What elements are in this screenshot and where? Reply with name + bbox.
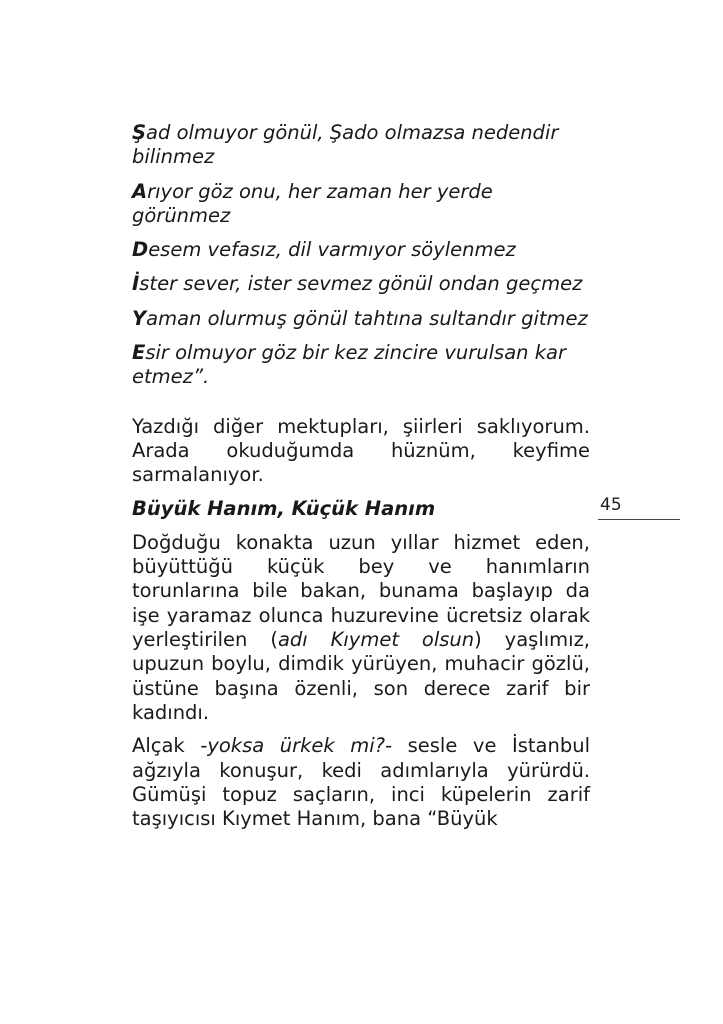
poem-initial: Ş [132, 121, 147, 144]
acrostic-poem [132, 121, 590, 390]
poem-line-text: ad olmuyor gönül, Şado olmazsa nedendir bilinmez [132, 121, 559, 169]
poem-line [132, 272, 590, 296]
paragraph-italic-text: adı Kıymet olsun [277, 628, 475, 652]
poem-line-text: esem vefasız, dil varmıyor söylenmez [148, 238, 516, 262]
page-number-rule [598, 519, 680, 520]
poem-initial: D [132, 238, 149, 262]
poem-line [132, 341, 590, 390]
poem-line [132, 307, 590, 331]
paragraph-kiymet-description [132, 734, 590, 831]
poem-line [132, 238, 590, 262]
poem-line-text: rıyor göz onu, her zaman her yerde görünmez [132, 179, 493, 227]
paragraph-kiymet-intro [132, 531, 590, 725]
paragraph-italic-text: -yoksa ürkek mi?- [200, 734, 393, 758]
paragraph-text: Alçak [132, 734, 201, 758]
poem-line-text: sir olmuyor göz bir kez zincire vurulsan kar etmez”. [132, 341, 566, 389]
poem-initial: E [132, 341, 146, 365]
section-heading: Büyük Hanım, Küçük Hanım [132, 496, 436, 520]
poem-line-text: ster sever, ister sevmez gönül ondan geçmez [139, 272, 583, 296]
poem-initial: Y [132, 306, 147, 330]
paragraph-text: ) yaşlımız, upuzun boylu, dimdik yürüyen, muhacir gözlü, üstüne başına özenli, son derece zarif bir kadındı. [132, 628, 590, 724]
poem-line [132, 121, 590, 170]
paragraph-text: Doğduğu konakta uzun yıllar hizmet eden, büyüttüğü küçük bey ve hanımların torunlarına bile bakan, bunama başlayıp da işe yaramaz olunca huzurevine ücretsiz olarak yerleştirilen ( [132, 530, 590, 652]
poem-line [132, 180, 590, 229]
page-number: 45 [600, 495, 622, 515]
poem-line-text: aman olurmuş gönül tahtına sultandır gitmez [146, 306, 588, 330]
paragraph-text: sesle ve İstanbul ağzıyla konuşur, kedi adımlarıyla yürürdü. Gümüşi topuz saçların, inci küpelerin zarif taşıyıcısı Kıymet Hanım, bana “Büyük [132, 734, 591, 831]
page-content [132, 121, 590, 840]
poem-initial: İ [132, 272, 140, 296]
paragraph-letters: Yazdığı diğer mektupları, şiirleri saklıyorum. Arada okuduğumda hüznüm, keyfime sarmalanıyor. [132, 414, 590, 487]
poem-initial: A [132, 179, 148, 203]
